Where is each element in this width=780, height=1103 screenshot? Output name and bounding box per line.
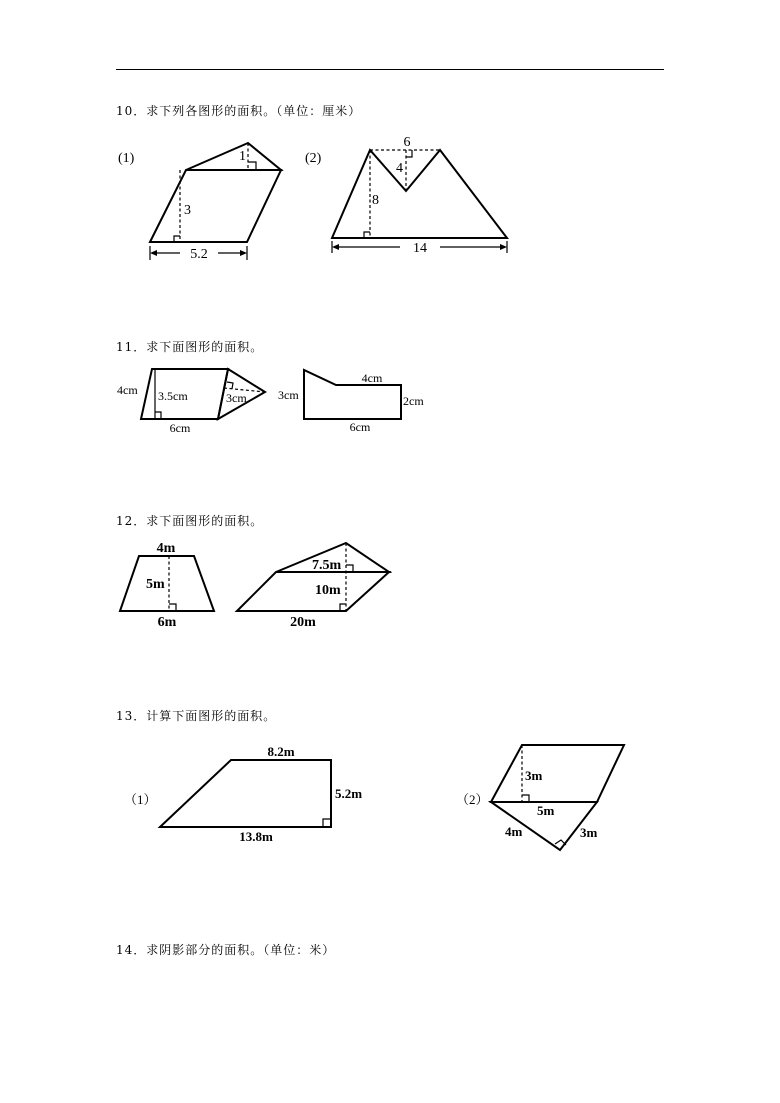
q11-left-label: 4cm: [117, 383, 138, 397]
q10-top-label: 6: [403, 135, 411, 150]
q11-fig2-base-label: 6cm: [349, 420, 371, 434]
q13-leg-b-label: 3m: [580, 825, 598, 840]
q11-pentagon-shape: [304, 370, 401, 419]
q13-leg-a-label: 4m: [505, 824, 523, 839]
q12-height-label: 5m: [146, 577, 165, 592]
question-10-title: 10．求下列各图形的面积。（单位：厘米）: [116, 104, 362, 118]
q11-tri-label: 3cm: [226, 391, 247, 405]
q13-middle-label: 5m: [537, 803, 555, 818]
question-12-figures: [0, 536, 780, 631]
q12-parallelogram: [237, 572, 389, 611]
q10-fig2-tag: (2): [305, 151, 322, 166]
q11-fig2-top-label: 4cm: [361, 371, 383, 385]
q10-fig1-tag: (1): [118, 151, 135, 166]
q13-base-label: 13.8m: [239, 829, 273, 844]
q13-parallelogram: [491, 745, 624, 802]
q13-fig1-tag: （1）: [124, 792, 157, 807]
q10-base2-label: 14: [413, 241, 427, 256]
q12-base2-label: 20m: [290, 615, 316, 630]
question-10-figures: [0, 128, 780, 268]
q10-parallelogram: [150, 170, 281, 242]
q13-height-label: 3m: [525, 768, 543, 783]
question-14-title: 14．求阴影部分的面积。（单位：米）: [116, 943, 336, 957]
q12-base-label: 6m: [157, 615, 177, 630]
q10-top-triangle: [186, 143, 281, 170]
q13-top-label: 8.2m: [267, 744, 295, 759]
q13-fig2-tag: （2）: [456, 792, 489, 807]
q10-tri-height-label: 1: [239, 149, 246, 164]
q11-height-label: 3.5cm: [158, 389, 188, 403]
q10-tri-right-angle-mark: [248, 162, 256, 170]
q11-fig2-left-label: 3cm: [278, 388, 299, 402]
question-13-title: 13．计算下面图形的面积。: [116, 709, 277, 723]
q10-notch-label: 4: [396, 161, 403, 176]
question-12-title: 12．求下面图形的面积。: [116, 514, 264, 528]
q12-tri-label: 7.5m: [312, 558, 342, 573]
q10-base-label: 5.2: [190, 247, 208, 262]
q10-height2-label: 8: [372, 193, 379, 208]
q12-height2-label: 10m: [315, 583, 341, 598]
q10-notch-right-angle: [406, 150, 412, 157]
q13-right-trapezoid: [160, 760, 331, 827]
q10-mountain-shape: [332, 150, 507, 238]
q11-base-label: 6cm: [169, 421, 191, 435]
question-11-title: 11．求下面图形的面积。: [116, 340, 264, 354]
header-rule: [116, 69, 664, 70]
q13-right-label: 5.2m: [335, 786, 363, 801]
question-13-figures: [0, 740, 780, 860]
q10-height-label: 3: [184, 203, 191, 218]
q11-fig2-right-label: 2cm: [403, 394, 424, 408]
q12-trapezoid: [120, 556, 214, 611]
q12-top-label: 4m: [156, 541, 176, 556]
question-11-figures: [0, 360, 780, 440]
